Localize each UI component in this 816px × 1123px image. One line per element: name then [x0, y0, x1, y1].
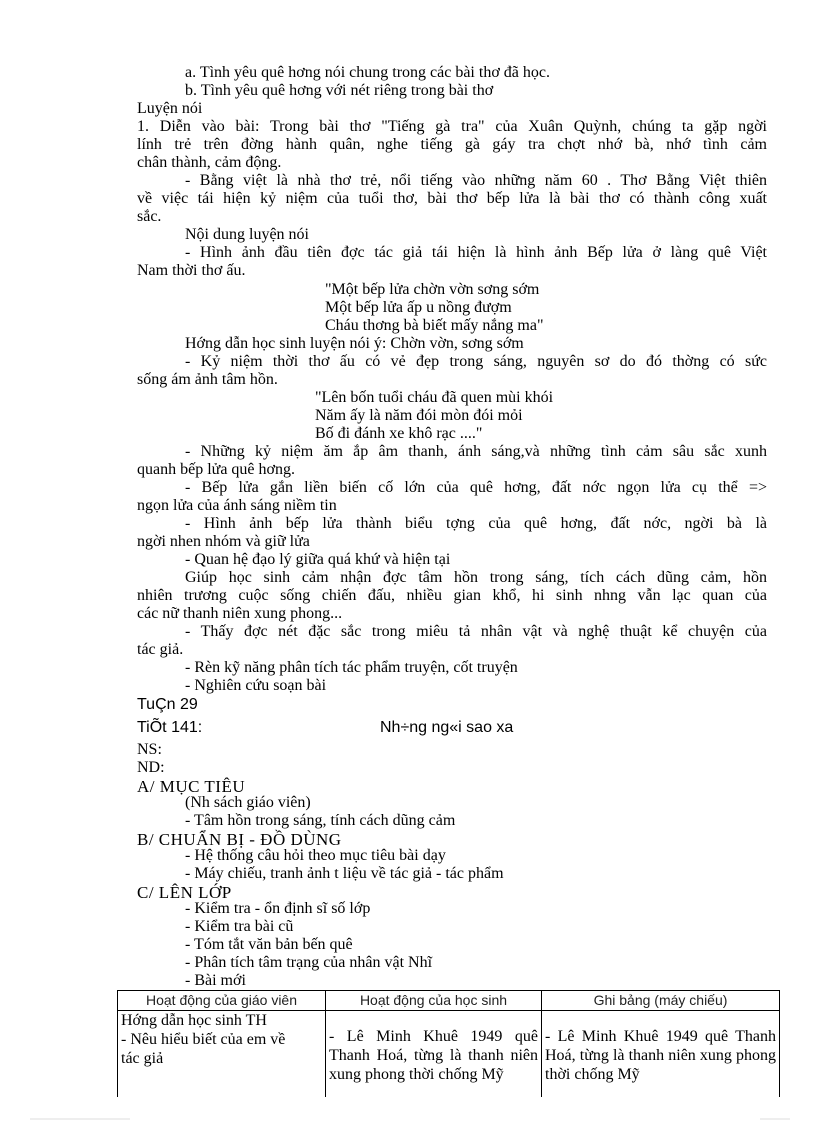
- board-cell: [542, 1011, 780, 1098]
- text-line: - Hình ảnh bếp lửa thành biểu tợng của quê hơng, đất nớc, ngời bà là: [185, 515, 767, 532]
- text-line: về việc tái hiện kỷ niệm của tuổi thơ, bài thơ bếp lửa là bài thơ có thành công xuất: [137, 190, 767, 207]
- text-line: - Rèn kỹ năng phân tích tác phẩm truyện, cốt truyện: [185, 659, 518, 676]
- text-line: Hớng dẫn học sinh luyện nói ý: Chờn vờn, sơng sớm: [185, 335, 524, 352]
- text-line: ngọn lửa của ánh sáng niềm tin: [137, 497, 337, 514]
- text-line: - Những kỷ niệm ăm ắp âm thanh, ánh sáng,và những tình cảm sâu sắc xunh: [185, 443, 767, 460]
- text-line: các nữ thanh niên xung phong...: [137, 605, 343, 622]
- text-line: - Tóm tắt văn bản bến quê: [185, 936, 353, 953]
- cell-line: Hớng dẫn học sinh TH: [121, 1012, 267, 1029]
- poem-line: Bố đi đánh xe khô rạc ....": [315, 425, 483, 442]
- text-line: - Bài mới: [185, 972, 246, 989]
- poem-line: Năm ấy là năm đói mòn đói mỏi: [315, 407, 523, 424]
- section-heading: C/ LÊN LỚP: [137, 883, 232, 902]
- text-line: Giúp học sinh cảm nhận đợc tâm hồn trong sáng, tích cách dũng cảm, hồn: [185, 569, 767, 586]
- text-line: sống ám ảnh tâm hồn.: [137, 371, 278, 388]
- week-label: TuÇn 29: [137, 696, 198, 713]
- text-line: (Nh sách giáo viên): [185, 794, 311, 811]
- nd-label: ND:: [137, 759, 165, 776]
- text-line: - Máy chiếu, tranh ảnh t liệu về tác giả - tác phẩm: [185, 865, 504, 882]
- section-heading: A/ MỤC TIÊU: [137, 777, 246, 796]
- lesson-number: TiÕt 141:: [137, 719, 203, 736]
- text-line: Nam thời thơ ấu.: [137, 262, 246, 279]
- table-header-cell: Ghi bảng (máy chiếu): [542, 991, 780, 1011]
- student-cell: [326, 1011, 542, 1098]
- text-line: - Phân tích tâm trạng của nhân vật Nhĩ: [185, 954, 433, 971]
- text-line: - Nghiên cứu soạn bài: [185, 677, 327, 694]
- ns-label: NS:: [137, 741, 162, 758]
- text-line: nhiên trương cuộc sống chiến đấu, nhiều gian khổ, hi sinh nhng vẫn lạc quan của: [137, 587, 767, 604]
- text-line: - Kỷ niệm thời thơ ấu có vẻ đẹp trong sáng, nguyên sơ do đó thờng có sức: [185, 353, 767, 370]
- poem-line: Một bếp lửa ấp u nồng đượm: [325, 299, 512, 316]
- lesson-title: Nh÷ng ng«i sao xa: [380, 719, 514, 736]
- text-line: a. Tình yêu quê hơng nói chung trong các bài thơ đã học.: [185, 64, 550, 81]
- footer-mark: [760, 1118, 790, 1120]
- text-line: - Quan hệ đạo lý giữa quá khứ và hiện tại: [185, 551, 451, 568]
- text-line: quanh bếp lửa quê hơng.: [137, 461, 295, 478]
- cell-text: - Lê Minh Khuê 1949 quê Thanh Hoá, từng là thanh niên xung phong thời chống Mỹ: [329, 1028, 538, 1083]
- text-line: - Hệ thống câu hỏi theo mục tiêu bài dạy: [185, 847, 446, 864]
- teacher-cell: [118, 1011, 326, 1098]
- text-line: lính trẻ trên đờng hành quân, nghe tiếng gà gáy tra chợt nhớ bà, nhớ tình cảm: [137, 136, 767, 153]
- text-line: tác giả.: [137, 641, 184, 658]
- poem-line: "Lên bốn tuổi cháu đã quen mùi khói: [315, 389, 554, 406]
- section-heading: B/ CHUẨN BỊ - ĐỒ DÙNG: [137, 830, 342, 849]
- text-line: chân thành, cảm động.: [137, 154, 282, 171]
- table-header-cell: Hoạt động của giáo viên: [118, 991, 326, 1011]
- text-line: sắc.: [137, 208, 162, 225]
- cell-line: - Nêu hiểu biết của em về: [121, 1031, 286, 1048]
- cell-text: - Lê Minh Khuê 1949 quê Thanh Hoá, từng là thanh niên xung phong thời chống Mỹ: [545, 1028, 776, 1083]
- footer-mark: [30, 1118, 130, 1120]
- section-heading: Luyện nói: [137, 100, 203, 117]
- text-line: - Hình ảnh đầu tiên đợc tác giả tái hiện là hình ảnh Bếp lửa ở làng quê Việt: [185, 244, 767, 261]
- text-line: - Bếp lửa gắn liền biến cố lớn của quê hơng, đất nớc ngọn lửa cụ thể =>: [185, 479, 767, 496]
- text-line: 1. Diễn vào bài: Trong bài thơ "Tiếng gà tra" của Xuân Quỳnh, chúng ta gặp ngời: [137, 118, 767, 135]
- text-line: - Kiểm tra bài cũ: [185, 918, 294, 935]
- text-line: - Tâm hồn trong sáng, tính cách dũng cảm: [185, 812, 456, 829]
- cell-line: tác giả: [121, 1050, 164, 1067]
- text-line: Nội dung luyện nói: [185, 226, 309, 243]
- table-header-cell: Hoạt động của học sinh: [326, 991, 542, 1011]
- text-line: - Bằng việt là nhà thơ trẻ, nổi tiếng vào những năm 60 . Thơ Bằng Việt thiên: [185, 172, 767, 189]
- table-row: [118, 1011, 780, 1098]
- text-line: - Kiểm tra - ổn định sĩ số lớp: [185, 900, 371, 917]
- table-header-row: [118, 991, 780, 1011]
- text-line: - Thấy đợc nét đặc sắc trong miêu tả nhân vật và nghệ thuật kể chuyện của: [185, 623, 767, 640]
- poem-line: "Một bếp lửa chờn vờn sơng sớm: [325, 281, 540, 298]
- text-line: ngời nhen nhóm và giữ lửa: [137, 533, 310, 550]
- poem-line: Cháu thơng bà biết mấy nắng ma": [325, 317, 544, 334]
- text-line: b. Tình yêu quê hơng với nét riêng trong bài thơ: [185, 82, 494, 99]
- lesson-table: [117, 990, 780, 1097]
